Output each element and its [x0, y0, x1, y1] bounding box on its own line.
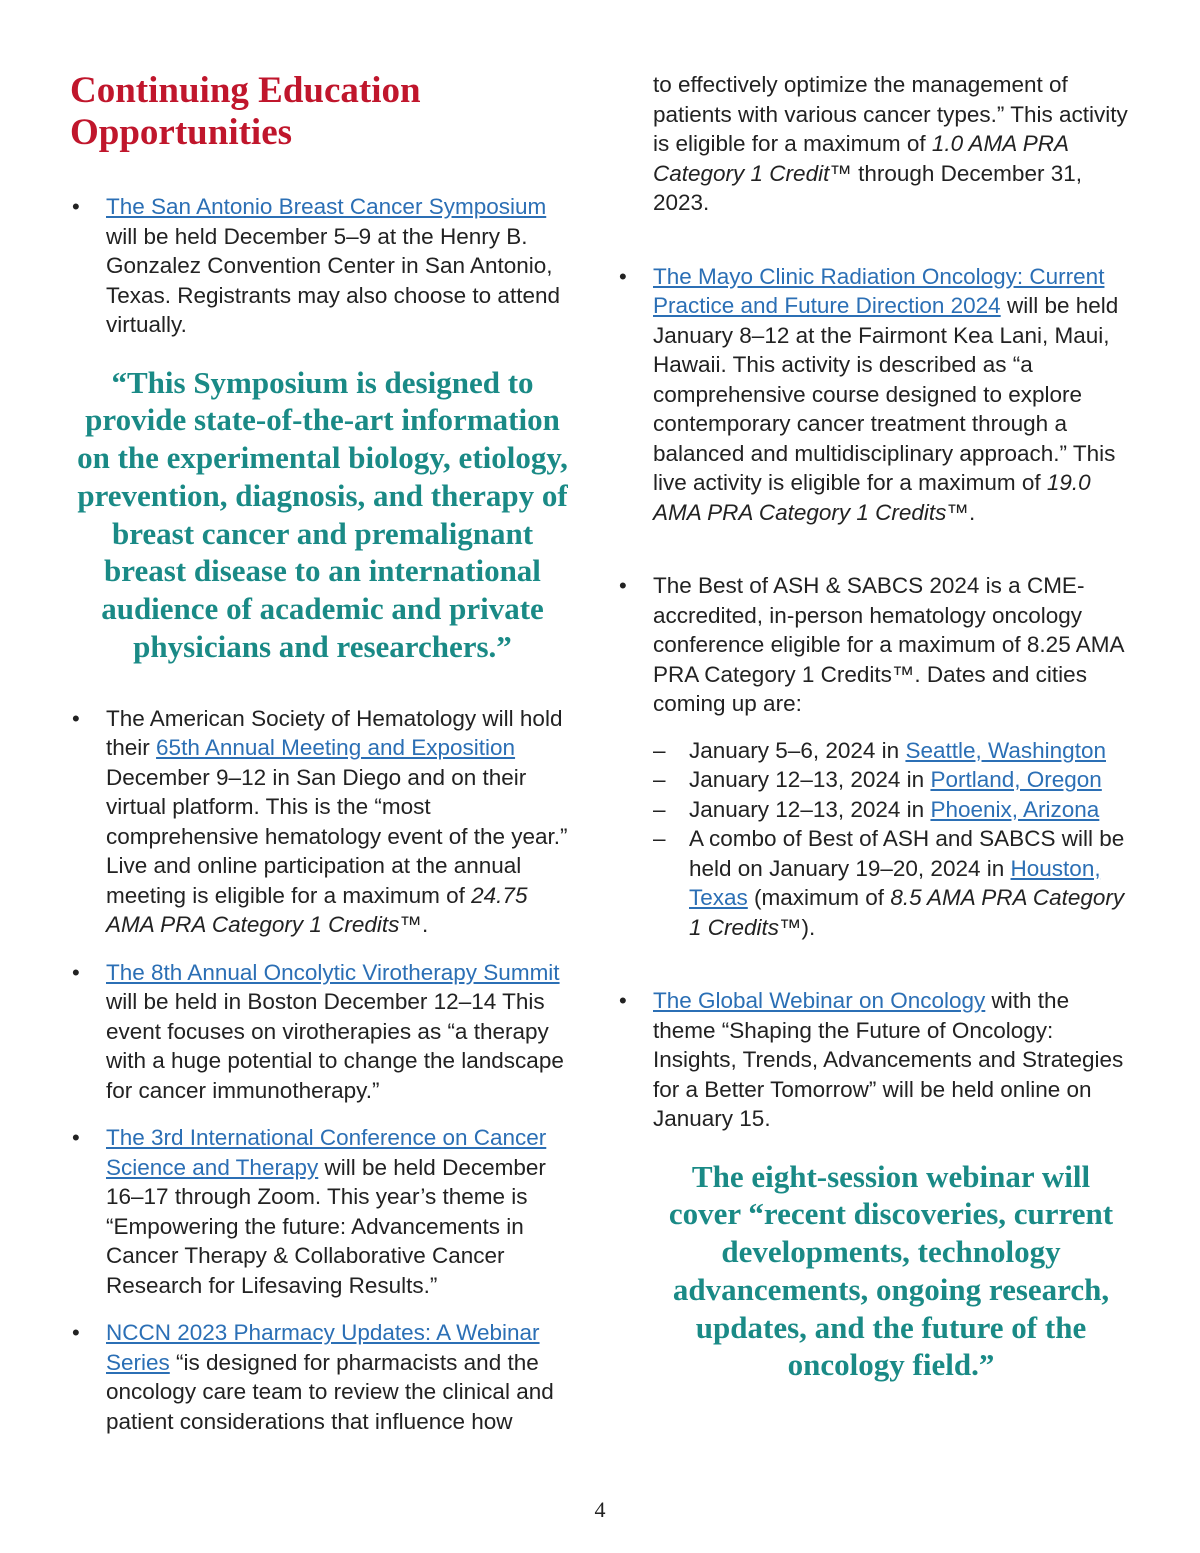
- credit-text: 8.5 AMA PRA Category 1 Credits: [689, 885, 1125, 940]
- item-text: will be held in Boston December 12–14 This event focuses on virotherapies as “a therapy with a huge potential to change the landscape for cancer immunotherapy.”: [106, 989, 564, 1103]
- city-item-seattle: [653, 736, 1137, 766]
- item-text: The Best of ASH & SABCS 2024 is a CME-accredited, in-person hematology oncology conference eligible for a maximum of 8.25 AMA PRA Category 1 Credits™. Dates and cities coming up are:: [653, 573, 1124, 716]
- list-item-global-webinar: [617, 986, 1137, 1134]
- sub-end: ™).: [779, 914, 816, 940]
- pull-quote-symposium: “This Symposium is designed to provide state-of-the-art information on the experimental biology, etiology, prevention, diagnosis, and therapy of breast cancer and premalignant breast disease to an international audience of academic and private physicians and researchers.”: [77, 364, 568, 665]
- credit-text: 1.0 AMA PRA Category 1 Credit: [653, 131, 1069, 186]
- credit-text: 19.0 AMA PRA Category 1 Credits™: [653, 470, 1091, 525]
- seattle-link[interactable]: Seattle, Washington: [905, 737, 1106, 763]
- bullet: •: [72, 1125, 80, 1151]
- left-column: [70, 70, 575, 1436]
- item-text: “is designed for pharmacists and the oncology care team to review the clinical and patient considerations that influence how: [106, 1349, 554, 1434]
- list-item-nccn: [70, 1318, 575, 1436]
- item-end: .: [968, 499, 976, 525]
- houston-link[interactable]: Houston, Texas: [689, 855, 1101, 910]
- sub-text: (maximum of: [754, 885, 885, 910]
- phoenix-link[interactable]: Phoenix, Arizona: [930, 796, 1100, 822]
- nccn-webinar-link[interactable]: NCCN 2023 Pharmacy Updates: A Webinar Series: [106, 1320, 540, 1375]
- list-item-cancer-conference: [70, 1123, 575, 1300]
- bullet: •: [72, 705, 80, 731]
- global-webinar-link[interactable]: The Global Webinar on Oncology: [653, 988, 986, 1013]
- city-item-phoenix: [653, 795, 1137, 825]
- city-item-houston: [653, 824, 1137, 942]
- item-text: to effectively optimize the management of patients with various cancer types.” This activity is eligible for a maximum of: [653, 72, 1128, 156]
- sub-text: January 12–13, 2024 in: [689, 767, 925, 792]
- list-item-ash: [70, 704, 575, 940]
- item-text: ™ through December 31, 2023.: [653, 160, 1082, 215]
- dash: –: [653, 737, 666, 763]
- cities-list: [653, 736, 1137, 943]
- title-line-1: Continuing Education: [70, 70, 421, 111]
- item-text: will be held January 8–12 at the Fairmont Kea Lani, Maui, Hawaii. This activity is described as “a comprehensive course designed to explore contemporary cancer treatment through a balanced and multidisciplinary approach.” This live activity is eligible for a maximum of: [653, 293, 1119, 495]
- title-line-2: Opportunities: [70, 112, 293, 153]
- bullet: •: [72, 1320, 80, 1346]
- ash-annual-meeting-link[interactable]: 65th Annual Meeting and Exposition: [156, 735, 516, 761]
- pull-quote-webinar: The eight-session webinar will cover “recent discoveries, current developments, technology advancements, ongoing research, updates, and the future of the oncology field.”: [668, 1158, 1114, 1383]
- dash: –: [653, 767, 666, 792]
- sub-text: January 5–6, 2024 in: [689, 737, 900, 763]
- cancer-conference-link[interactable]: The 3rd International Conference on Cancer Science and Therapy: [106, 1125, 547, 1180]
- item-text: will be held December 16–17 through Zoom. This year’s theme is “Empowering the future: Advancements in Cancer Therapy & Collaborative Cancer Research for Lifesaving Results.”: [106, 1154, 546, 1298]
- bullet: •: [619, 263, 627, 289]
- item-text: December 9–12 in San Diego and on their virtual platform. This is the “most comprehensive hematology event of the year.” Live and online participation at the annual meeting is eligible for a maximum of: [106, 764, 568, 908]
- bullet: •: [619, 988, 627, 1013]
- dash: –: [653, 796, 666, 822]
- dash: –: [653, 826, 666, 851]
- sabcs-link[interactable]: The San Antonio Breast Cancer Symposium: [106, 194, 547, 219]
- city-item-portland: [653, 765, 1137, 795]
- list-item-nccn-continued: [617, 70, 1137, 218]
- item-text: will be held December 5–9 at the Henry B. Gonzalez Convention Center in San Antonio, Texas. Registrants may also choose to attend virtually.: [106, 223, 560, 337]
- list-item-mayo: [617, 262, 1137, 528]
- virotherapy-summit-link[interactable]: The 8th Annual Oncolytic Virotherapy Summit: [106, 959, 560, 985]
- item-end: .: [421, 912, 429, 938]
- sub-text: January 12–13, 2024 in: [689, 796, 925, 822]
- credit-text: 24.75 AMA PRA Category 1 Credits™: [106, 882, 528, 938]
- bullet: •: [72, 194, 80, 219]
- item-text: The American Society of Hematology will hold their: [106, 705, 563, 761]
- bullet: •: [619, 573, 627, 598]
- page-title: [70, 70, 575, 154]
- bullet: •: [72, 959, 80, 985]
- item-text: with the theme “Shaping the Future of Oncology: Insights, Trends, Advancements and Strategies for a Better Tomorrow” will be held online on January 15.: [653, 988, 1124, 1131]
- page-number: 4: [594, 1497, 606, 1522]
- right-column: [617, 70, 1137, 1384]
- portland-link[interactable]: Portland, Oregon: [930, 767, 1102, 792]
- list-item-sabcs: [70, 192, 575, 340]
- list-item-virotherapy: [70, 958, 575, 1106]
- list-item-best-of-ash: [617, 571, 1137, 942]
- sub-text: A combo of Best of ASH and SABCS will be held on January 19–20, 2024 in: [689, 826, 1125, 881]
- mayo-clinic-link[interactable]: The Mayo Clinic Radiation Oncology: Current Practice and Future Direction 2024: [653, 263, 1105, 318]
